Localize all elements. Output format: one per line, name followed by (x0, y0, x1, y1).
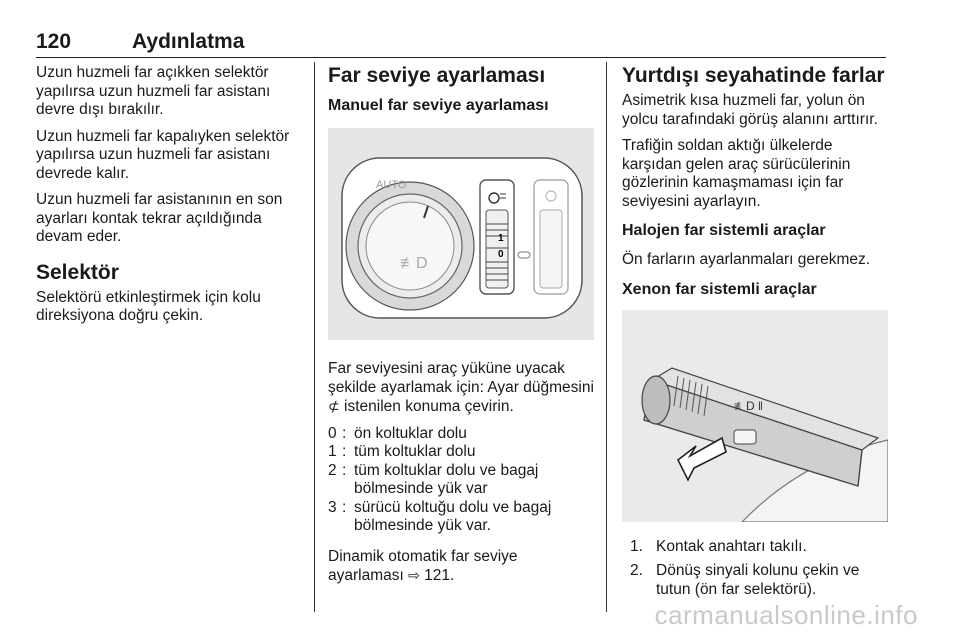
paragraph: Uzun huzmeli far asistanının en son ayarları kontak tekrar açıldığında devam eder. (36, 191, 283, 245)
steps-list (622, 538, 888, 600)
load-position-list (328, 425, 594, 536)
column-3 (622, 64, 888, 605)
column-divider-1 (314, 62, 315, 612)
wheel-label-0: 0 (498, 249, 504, 260)
page-number: 120 (36, 30, 72, 53)
list-item: 2. Dönüş sinyali kolunu çekin ve tutun (ön far selektörü). (630, 562, 860, 598)
paragraph: Ön farların ayarlanmaları gerekmez. (622, 251, 871, 268)
headlamp-range-icon: ⊄ (328, 398, 340, 414)
light-switch-illustration (328, 128, 594, 340)
subheading-xenon: Xenon far sistemli araçlar (622, 280, 817, 298)
section-heading-selector: Selektör (36, 260, 119, 284)
auto-label: AUTO (376, 179, 407, 191)
paragraph: Trafiğin soldan aktığı ülkelerde karşıdan gelen araç sürücülerinin gözlerinin kamaşmaması için far seviyesini ayarlayın. (622, 137, 851, 210)
watermark: carmanualsonline.info (654, 600, 918, 630)
list-item: 0 : ön koltuklar dolu (328, 424, 467, 442)
svg-text:≢D: ≢D (400, 255, 428, 272)
turn-signal-lever-illustration (622, 310, 888, 522)
list-item: 1. Kontak anahtarı takılı. (630, 537, 807, 555)
section-heading-travel-abroad: Yurtdışı seyahatinde farlar (622, 64, 885, 87)
paragraph-adjust: Far seviyesini araç yüküne uyacak şekilde ayarlamak için: Ayar düğmesini ⊄ istenilen konuma çevirin. (328, 360, 594, 415)
column-2 (328, 64, 594, 594)
paragraph: Selektörü etkinleştirmek için kolu direksiyona doğru çekin. (36, 288, 261, 324)
page-reference-arrow-icon: ⇨ (408, 567, 420, 583)
paragraph: Uzun huzmeli far kapalıyken selektör yapılırsa uzun huzmeli far asistanı devrede kalır. (36, 127, 290, 182)
page-header (36, 30, 886, 58)
list-item: 1 : tüm koltuklar dolu (328, 443, 476, 460)
header-rule (36, 57, 886, 58)
wheel-label-1: 1 (498, 233, 504, 244)
paragraph-dynamic-leveling: Dinamik otomatik far seviye ayarlaması ⇨ 121. (328, 547, 518, 584)
column-divider-2 (606, 62, 607, 612)
paragraph: Uzun huzmeli far açıkken selektör yapılırsa uzun huzmeli far asistanı devre dışı bırakılır. (36, 64, 271, 118)
subheading-halogen: Halojen far sistemli araçlar (622, 222, 826, 239)
page-reference-link[interactable]: 121. (424, 567, 455, 584)
list-item: 3 : sürücü koltuğu dolu ve bagaj bölmesinde yük var. (328, 498, 552, 534)
paragraph: Asimetrik kısa huzmeli far, yolun ön yolcu tarafındaki görüş alanını arttırır. (622, 92, 878, 128)
svg-text:≢D ‖: ≢D ‖ (734, 398, 763, 413)
subheading-manual-range: Manuel far seviye ayarlaması (328, 97, 549, 114)
list-item: 2 : tüm koltuklar dolu ve bagaj bölmesinde yük var (328, 461, 539, 497)
section-heading-headlight-range: Far seviye ayarlaması (328, 64, 546, 87)
page-title: Aydınlatma (132, 30, 245, 53)
column-1 (36, 64, 304, 334)
